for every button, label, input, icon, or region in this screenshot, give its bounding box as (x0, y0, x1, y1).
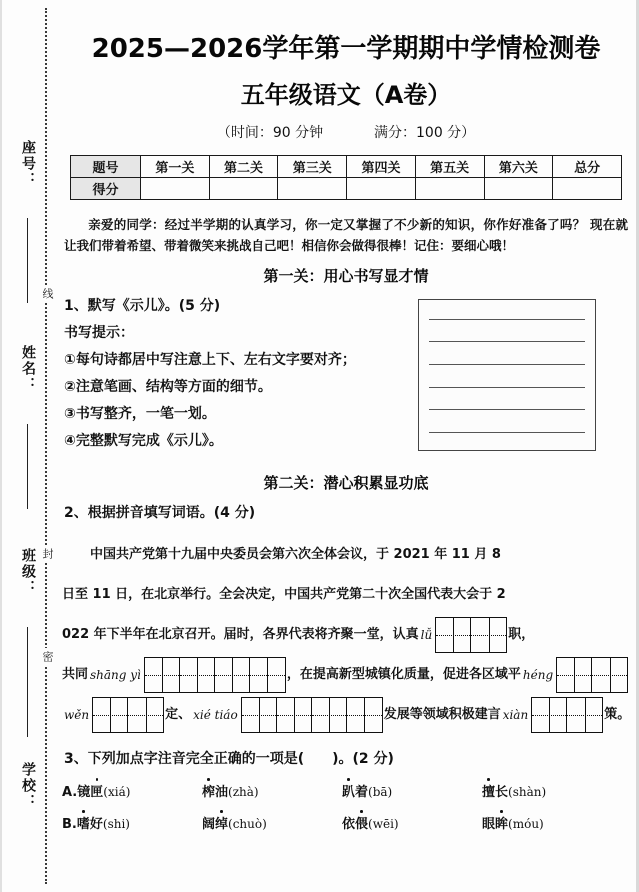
character-grid-cell[interactable] (557, 658, 592, 692)
score-col-5: 第五关 (415, 156, 484, 178)
writing-hint-2: ②注意笔画、结构等方面的细节。 (64, 379, 272, 395)
character-grid-input[interactable] (92, 697, 164, 733)
passage-text: 中国共产党第十九届中央委员会第六次全体会议，于 2021 年 11 月 8 (90, 547, 501, 562)
answer-rule-4 (429, 387, 585, 388)
character-grid-cell[interactable] (93, 698, 128, 732)
score-value-1[interactable] (141, 178, 210, 200)
score-col-2: 第二关 (209, 156, 278, 178)
passage-text: 策。 (604, 707, 631, 722)
seal-margin-strip (0, 0, 58, 892)
pinyin-label: wěn (64, 708, 90, 722)
choice-char: 镜 (77, 785, 91, 800)
intro-paragraph (64, 214, 628, 256)
section-2-title: 第二关：潜心积累显功底 (263, 474, 429, 492)
answer-writing-box[interactable] (418, 299, 596, 451)
choice-char: 油 (215, 785, 229, 800)
answer-rule-3 (429, 364, 585, 365)
choice-pinyin: (zhà) (228, 785, 259, 799)
character-grid-input[interactable] (531, 697, 603, 733)
score-col-3: 第三关 (278, 156, 347, 178)
character-grid-cell[interactable] (180, 658, 215, 692)
passage-text: 共同 (62, 667, 89, 682)
choice-pinyin: (wēi) (368, 817, 399, 831)
passage-text: ，在提高新型城镇化质量，促进各区域平 (286, 667, 521, 682)
pinyin-label: xié tiáo (193, 708, 238, 722)
choice-pinyin: (chuò) (228, 817, 267, 831)
choice-label: A. (62, 785, 78, 800)
character-grid-cell[interactable] (471, 618, 506, 652)
pinyin-label: héng (522, 668, 554, 682)
marked-char: 眸 (495, 813, 508, 832)
margin-field-school: 学校： (20, 762, 36, 810)
choice-pinyin: (shi) (102, 817, 130, 831)
answer-rule-5 (429, 409, 585, 410)
section-1-title: 第一关：用心书写显才情 (263, 267, 429, 285)
choice-item[interactable] (202, 781, 342, 800)
passage-row (62, 696, 630, 734)
character-grid-cell[interactable] (277, 698, 312, 732)
exam-total-score: 满分：100 分） (374, 125, 476, 141)
margin-field-seat-number: 座号： (20, 140, 36, 188)
character-grid-cell[interactable] (312, 698, 347, 732)
choice-item[interactable] (342, 813, 482, 832)
choice-row[interactable] (62, 813, 630, 832)
character-grid-cell[interactable] (128, 698, 163, 732)
passage-row (62, 616, 630, 654)
pinyin-label: xiàn (502, 708, 529, 722)
passage-text: 022 年下半年在北京召开。届时，各界代表将齐聚一堂，认真 (62, 627, 419, 642)
character-grid-cell[interactable] (567, 698, 602, 732)
writing-hint-label: 书写提示： (64, 325, 134, 341)
seal-char-mi: 密 (37, 648, 55, 665)
intro-line-2: 现在就让我们带着希望、带着微笑来挑战自己吧！相信你会做得很棒！记住：要细心哦！ (64, 217, 628, 253)
paper-content (62, 0, 630, 892)
marked-char: 绰 (215, 813, 228, 832)
choice-char: 依 (342, 817, 356, 832)
page-title: 2025—2026学年第一学期期中学情检测卷 (91, 34, 601, 64)
choice-char: 阔 (202, 817, 216, 832)
writing-hint-4: ④完整默写完成《示儿》。 (64, 433, 223, 449)
answer-rule-1 (429, 319, 585, 320)
choice-item[interactable] (482, 813, 622, 832)
question-2-prompt: 2、根据拼音填写词语。(4 分) (64, 505, 256, 521)
character-grid-input[interactable] (556, 657, 628, 693)
character-grid-input[interactable] (144, 657, 286, 693)
choice-char: 眼 (482, 817, 496, 832)
margin-rule-3 (27, 627, 28, 737)
score-value-total[interactable] (553, 178, 622, 200)
character-grid-cell[interactable] (532, 698, 567, 732)
character-grid-cell[interactable] (242, 698, 277, 732)
page-subtitle: 五年级语文（A卷） (240, 81, 452, 109)
choice-pinyin: (shàn) (508, 785, 547, 799)
exam-duration: （时间：90 分钟 (216, 125, 324, 141)
marked-char: 榨 (202, 781, 215, 800)
passage-row (62, 576, 630, 614)
intro-line-1: 亲爱的同学：经过半学期的认真学习，你一定又掌握了不少新的知识，你作好准备了吗？ (88, 217, 586, 232)
choice-row[interactable] (62, 781, 630, 800)
pinyin-label: shāng yì (90, 668, 141, 682)
choice-label: B. (62, 817, 77, 832)
choice-char: 着 (355, 785, 369, 800)
marked-char: 嗜 (77, 813, 90, 832)
question-1-text-column (62, 295, 412, 450)
writing-hint-3: ③书写整齐，一笔一划。 (64, 406, 216, 422)
score-col-1: 第一关 (141, 156, 210, 178)
exam-meta (62, 122, 630, 142)
score-col-4: 第四关 (347, 156, 416, 178)
passage-text: 日至 11 日，在北京举行。全会决定，中国共产党第二十次全国代表大会于 2 (62, 587, 506, 602)
pinyin-passage (62, 536, 630, 734)
choice-char: 长 (495, 785, 509, 800)
question-1-block (62, 295, 630, 450)
seal-dotted-line (45, 8, 47, 884)
passage-row (62, 536, 630, 574)
question-3-choices (62, 781, 630, 832)
seal-char-xian: 线 (37, 285, 55, 302)
character-grid-cell[interactable] (592, 658, 627, 692)
choice-char: 好 (89, 817, 103, 832)
score-value-2[interactable] (209, 178, 278, 200)
score-col-total: 总分 (553, 156, 622, 178)
marked-char: 擅 (482, 781, 495, 800)
marked-char: 偎 (355, 813, 368, 832)
margin-field-name: 姓名： (20, 345, 36, 393)
answer-rule-2 (429, 341, 585, 342)
score-table (70, 155, 622, 200)
score-value-4[interactable] (347, 178, 416, 200)
marked-char: 匣 (90, 781, 103, 800)
score-table-label-title: 题号 (71, 156, 141, 178)
choice-item[interactable] (202, 813, 342, 832)
question-3-prompt: 3、下列加点字注音完全正确的一项是( )。(2 分) (64, 751, 394, 767)
choice-item[interactable] (62, 813, 202, 832)
choice-pinyin: (móu) (508, 817, 544, 831)
pinyin-label: lǚ (420, 628, 433, 642)
score-value-3[interactable] (278, 178, 347, 200)
choice-pinyin: (bā) (368, 785, 393, 799)
seal-char-feng: 封 (37, 545, 55, 562)
question-1-prompt: 1、默写《示儿》。(5 分) (64, 298, 221, 314)
character-grid-cell[interactable] (436, 618, 471, 652)
writing-hint-1: ①每句诗都居中写注意上下、左右文字要对齐； (64, 352, 356, 368)
choice-pinyin: (xiá) (103, 785, 131, 799)
score-col-6: 第六关 (484, 156, 553, 178)
character-grid-cell[interactable] (215, 658, 250, 692)
margin-field-class: 班级： (20, 548, 36, 596)
passage-row (62, 656, 630, 694)
character-grid-cell[interactable] (250, 658, 285, 692)
character-grid-input[interactable] (435, 617, 507, 653)
score-value-6[interactable] (484, 178, 553, 200)
character-grid-input[interactable] (241, 697, 383, 733)
character-grid-cell[interactable] (347, 698, 382, 732)
choice-item[interactable] (342, 781, 482, 800)
passage-text: 定、 (165, 707, 192, 722)
score-table-label-score: 得分 (71, 178, 141, 200)
character-grid-cell[interactable] (145, 658, 180, 692)
margin-rule-2 (27, 424, 28, 509)
table-row-header (71, 156, 622, 178)
score-value-5[interactable] (415, 178, 484, 200)
passage-text: 发展等领域积极建言 (383, 707, 501, 722)
table-row-scores (71, 178, 622, 200)
marked-char: 趴 (342, 781, 355, 800)
margin-rule-1 (27, 218, 28, 303)
answer-rule-6 (429, 432, 585, 433)
choice-item[interactable] (62, 781, 202, 800)
choice-item[interactable] (482, 781, 622, 800)
passage-text: 职， (508, 627, 535, 642)
